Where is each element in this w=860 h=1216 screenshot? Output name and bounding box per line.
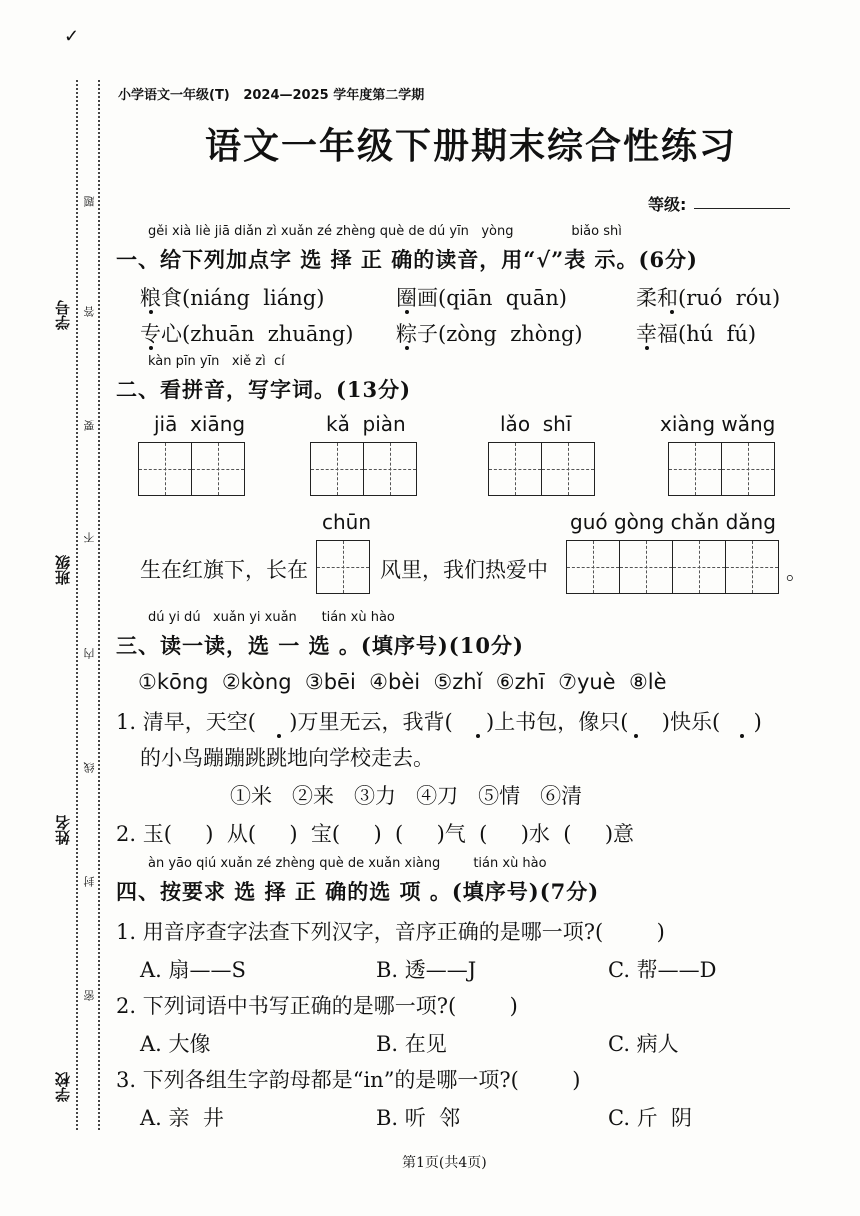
writing-grid-guogongchandang[interactable]	[566, 540, 779, 594]
margin-label-xingming: 姓名	[54, 815, 72, 845]
grade-blank[interactable]	[694, 208, 790, 209]
sentence-pinyin-chun: chūn	[322, 510, 372, 534]
page-title: 语文一年级下册期末综合性练习	[205, 125, 738, 167]
word-pinyin-3: lǎo shī	[500, 412, 572, 436]
emphasis-dot	[277, 734, 281, 738]
emphasis-dot	[149, 310, 153, 314]
emphasis-dot	[405, 346, 409, 350]
emphasis-dot	[405, 310, 409, 314]
emphasis-dot	[149, 346, 153, 350]
s1-item-6: 幸福(hú fú)	[636, 322, 757, 346]
seal-char-yao: 要	[83, 420, 96, 431]
emphasis-dot	[670, 310, 674, 314]
emphasis-dot	[645, 346, 649, 350]
s3-q1-line1: 1. 清早，天空( )万里无云，我背( )上书包，像只( )快乐( )	[116, 710, 762, 734]
seal-char-bu: 不	[83, 532, 96, 543]
emphasis-dot	[476, 734, 480, 738]
page-footer: 第1页(共4页)	[402, 1155, 487, 1171]
emphasis-dot	[634, 734, 638, 738]
s4-q1: 1. 用音序查字法查下列汉字，音序正确的是哪一项?( )	[116, 920, 665, 944]
writing-grid-2[interactable]	[310, 442, 417, 496]
s4-q1-opt-c: C. 帮——D	[608, 958, 717, 982]
writing-grid-1[interactable]	[138, 442, 245, 496]
s2-heading: 二、看拼音，写字词。(13分)	[116, 377, 412, 402]
margin-label-banji: 班级	[54, 555, 72, 585]
s4-q2-opt-a: A. 大像	[140, 1032, 211, 1056]
sentence-pinyin-guogong: guó gòng chǎn dǎng	[570, 510, 776, 534]
writing-grid-chun[interactable]	[316, 540, 370, 594]
s3-options-pinyin: ①kōng ②kòng ③bēi ④bèi ⑤zhǐ ⑥zhī ⑦yuè ⑧lè	[138, 670, 667, 694]
s3-options-chars: ①米 ②来 ③力 ④刀 ⑤情 ⑥清	[230, 784, 583, 808]
writing-grid-3[interactable]	[488, 442, 595, 496]
s4-q3-opt-a: A. 亲 井	[140, 1106, 224, 1130]
s4-q3: 3. 下列各组生字韵母都是“in”的是哪一项?( )	[116, 1068, 581, 1092]
sentence-end: 。	[786, 560, 807, 584]
seal-char-xian: 线	[83, 762, 96, 773]
word-pinyin-1: jiā xiāng	[154, 412, 246, 436]
s3-heading: 三、读一读，选 一 选 。(填序号)(10分)	[116, 633, 524, 658]
s4-q1-opt-a: A. 扇——S	[140, 958, 246, 982]
s4-q3-opt-b: B. 听 邻	[376, 1106, 461, 1130]
s1-item-1: 粮食(niáng liáng)	[140, 286, 325, 310]
corner-mark: ✓	[64, 26, 80, 47]
header-line: 小学语文一年级(T) 2024—2025 学年度第二学期	[118, 88, 425, 103]
s3-q1-line2: 的小鸟蹦蹦跳跳地向学校走去。	[140, 746, 434, 770]
s3-q2: 2. 玉( ) 从( ) 宝( ) ( )气 ( )水 ( )意	[116, 822, 635, 846]
s4-q2: 2. 下列词语中书写正确的是哪一项?( )	[116, 994, 518, 1018]
s1-item-3: 柔和(ruó róu)	[636, 286, 781, 310]
seal-char-feng: 封	[83, 876, 96, 887]
s2-pinyin: kàn pīn yīn xiě zì cí	[148, 354, 285, 369]
s1-item-4: 专心(zhuān zhuāng)	[140, 322, 354, 346]
seal-char-da: 答	[83, 306, 96, 317]
seal-char-nei: 内	[83, 648, 96, 659]
s4-q2-opt-c: C. 病人	[608, 1032, 679, 1056]
s4-q1-opt-b: B. 透——J	[376, 958, 477, 982]
seal-char-ti: 题	[83, 196, 96, 207]
sentence-part-2: 风里，我们热爱中	[380, 558, 548, 582]
emphasis-dot	[740, 734, 744, 738]
s4-q2-opt-b: B. 在见	[376, 1032, 447, 1056]
margin-dotted-line-outer	[76, 80, 78, 1130]
word-pinyin-4: xiàng wǎng	[660, 412, 776, 436]
s4-heading: 四、按要求 选 择 正 确的选 项 。(填序号)(7分)	[116, 879, 600, 904]
s1-heading: 一、给下列加点字 选 择 正 确的读音，用“√”表 示。(6分)	[116, 247, 698, 272]
margin-label-xuehao: 学号	[54, 300, 72, 330]
writing-grid-4[interactable]	[668, 442, 775, 496]
s1-pinyin: gěi xià liè jiā diǎn zì xuǎn zé zhèng què de dú yīn yòng biǎo shì	[148, 224, 622, 239]
s3-pinyin: dú yi dú xuǎn yi xuǎn tián xù hào	[148, 610, 395, 625]
margin-label-xuexiao: 学校	[54, 1072, 72, 1102]
s1-item-2: 圈画(qiān quān)	[396, 286, 567, 310]
word-pinyin-2: kǎ piàn	[326, 412, 406, 436]
seal-char-mi: 密	[83, 990, 96, 1001]
s1-item-5: 粽子(zòng zhòng)	[396, 322, 583, 346]
s4-q3-opt-c: C. 斤 阴	[608, 1106, 693, 1130]
sentence-part-1: 生在红旗下，长在	[140, 558, 308, 582]
s4-pinyin: àn yāo qiú xuǎn zé zhèng què de xuǎn xiàng tián xù hào	[148, 856, 547, 871]
grade-label: 等级:	[648, 195, 687, 214]
margin-dotted-line-inner	[98, 80, 100, 1130]
